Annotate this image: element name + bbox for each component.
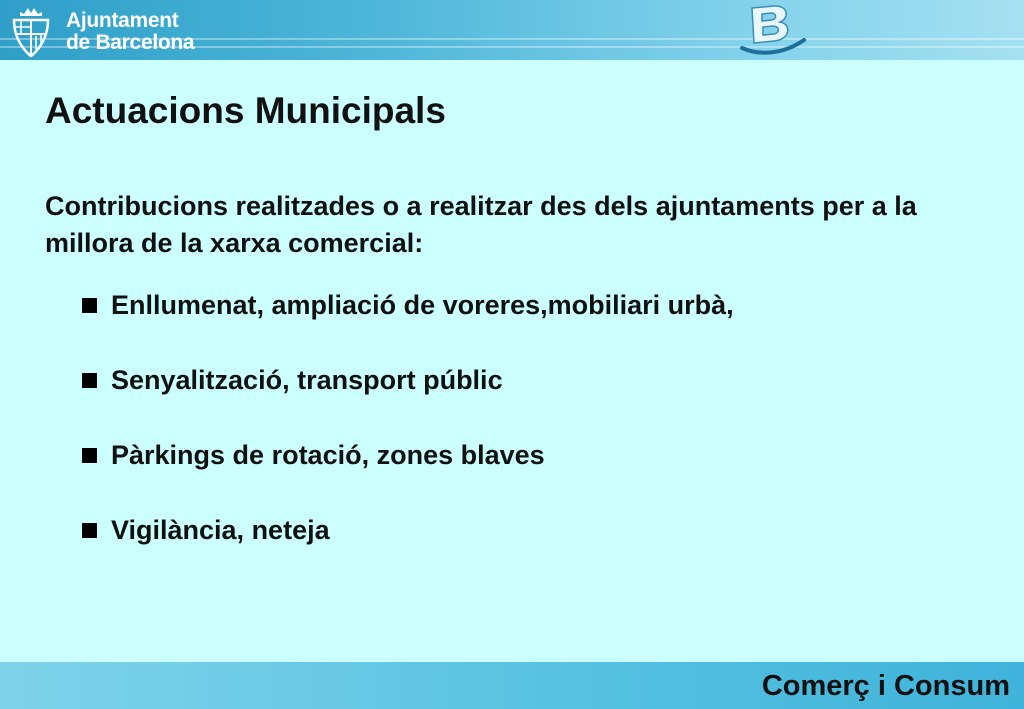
header-bar bbox=[0, 0, 1024, 60]
footer-label: Comerç i Consum bbox=[761, 670, 1010, 702]
square-bullet-icon bbox=[82, 298, 97, 313]
footer-bar bbox=[0, 662, 1024, 709]
list-item-text: Pàrkings de rotació, zones blaves bbox=[111, 439, 545, 470]
brand-line-1: Ajuntament bbox=[66, 9, 179, 32]
bullet-list bbox=[82, 283, 734, 583]
list-item bbox=[82, 358, 734, 402]
barcelona-crest-icon bbox=[6, 4, 56, 58]
list-item bbox=[82, 283, 734, 327]
list-item-text: Enllumenat, ampliació de voreres,mobiliari urbà, bbox=[111, 289, 734, 320]
list-item-text: Senyalització, transport públic bbox=[111, 364, 503, 395]
intro-text: Contribucions realitzades o a realitzar des dels ajuntaments per a la millora de la xarxa comercial: bbox=[45, 191, 917, 258]
b-logo-icon bbox=[738, 2, 808, 58]
brand-wordmark bbox=[66, 10, 194, 54]
list-item bbox=[82, 508, 734, 552]
list-item-text: Vigilància, neteja bbox=[111, 514, 330, 545]
list-item bbox=[82, 433, 734, 477]
square-bullet-icon bbox=[82, 523, 97, 538]
brand-line-2: de Barcelona bbox=[66, 31, 195, 54]
slide-title: Actuacions Municipals bbox=[45, 90, 446, 131]
square-bullet-icon bbox=[82, 373, 97, 388]
square-bullet-icon bbox=[82, 448, 97, 463]
